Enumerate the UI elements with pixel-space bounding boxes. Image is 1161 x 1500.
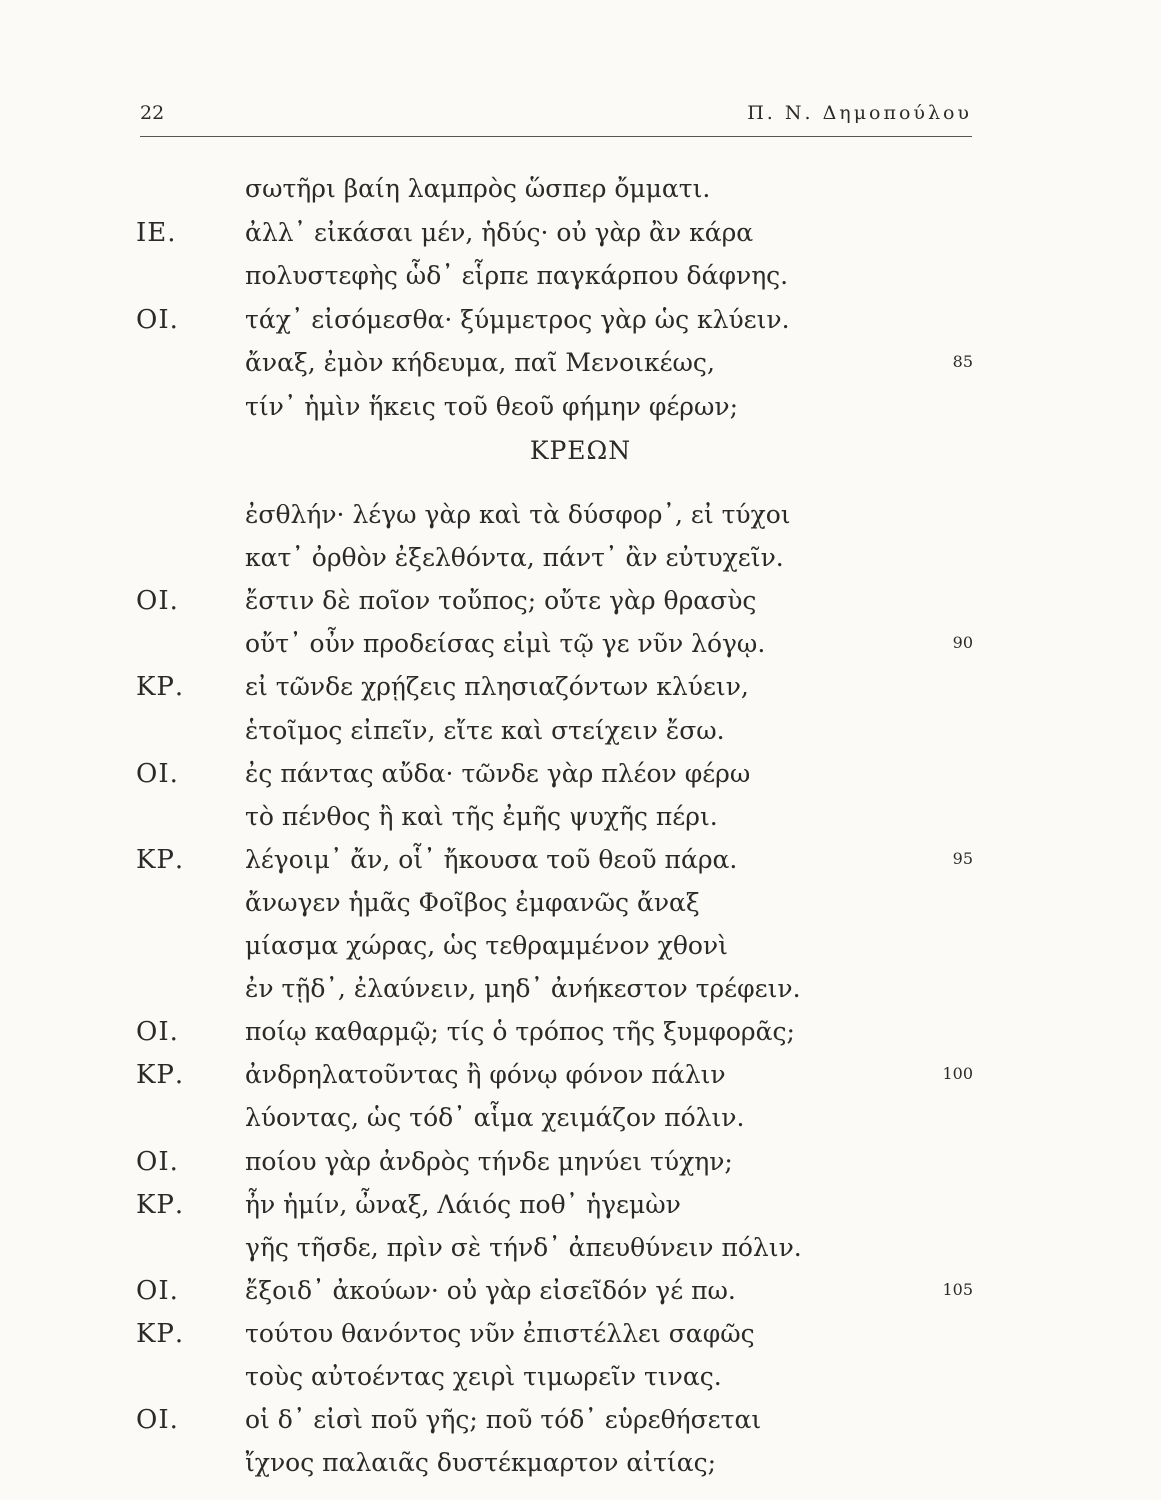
verse-text: πολυστεφὴς ὧδ᾽ εἷρπε παγκάρπου δάφνης. <box>245 261 789 290</box>
speaker-label: ΚΡ. <box>136 844 185 875</box>
verse-text: τούτου θανόντος νῦν ἐπιστέλλει σαφῶς <box>245 1318 755 1348</box>
line-number: 85 <box>952 352 973 371</box>
line-number: 95 <box>952 848 973 868</box>
page-header <box>140 102 972 137</box>
verse-line <box>0 261 1161 301</box>
verse-line <box>0 672 1161 712</box>
verse-text: λύοντας, ὡς τόδ᾽ αἷμα χειμάζον πόλιν. <box>245 1103 745 1133</box>
verse-text: τάχ᾽ εἰσόμεσθα· ξύμμετρος γὰρ ὡς κλύειν. <box>245 304 790 334</box>
verse-line <box>0 543 1161 583</box>
verse-line <box>0 392 1161 432</box>
page-number: 22 <box>140 102 165 124</box>
speaker-label: ΚΡ. <box>136 1060 185 1091</box>
verse-line <box>0 629 1161 669</box>
verse-line <box>0 1448 1161 1488</box>
verse-line <box>0 1190 1161 1230</box>
speaker-label: ΟΙ. <box>136 1405 179 1436</box>
speaker-label: ΚΡ. <box>136 672 185 703</box>
verse-line <box>0 174 1161 214</box>
verse-line <box>0 1233 1161 1273</box>
verse-line <box>0 218 1161 258</box>
verse-line <box>0 1319 1161 1359</box>
verse-text: ἐν τῇδ᾽, ἐλαύνειν, μηδ᾽ ἀνήκεστον τρέφειν. <box>245 974 801 1004</box>
verse-line <box>0 1405 1161 1445</box>
verse-text: μίασμα χώρας, ὡς τεθραμμένον χθονὶ <box>245 931 728 960</box>
verse-text: ἔστιν δὲ ποῖον τοὔπος; οὔτε γὰρ θρασὺς <box>245 586 757 616</box>
verse-text: εἰ τῶνδε χρῄζεις πλησιαζόντων κλύειν, <box>245 672 749 702</box>
speaker-label: ΚΡ. <box>136 1318 185 1349</box>
verse-text: ἦν ἡμίν, ὦναξ, Λάιός ποθ᾽ ἡγεμὼν <box>245 1189 681 1219</box>
verse-line <box>0 716 1161 756</box>
verse-text: τὸ πένθος ἢ καὶ τῆς ἐμῆς ψυχῆς πέρι. <box>245 801 718 831</box>
verse-line <box>0 845 1161 885</box>
verse-text: γῆς τῆσδε, πρὶν σὲ τήνδ᾽ ἀπευθύνειν πόλιν. <box>245 1232 802 1262</box>
verse-text: ἔξοιδ᾽ ἀκούων· οὐ γὰρ εἰσεῖδόν γέ πω. <box>245 1275 736 1305</box>
verse-line <box>0 1017 1161 1057</box>
line-number: 105 <box>942 1279 973 1299</box>
speaker-label: ΙΕ. <box>136 217 177 248</box>
verse-text: ἐσθλήν· λέγω γὰρ καὶ τὰ δύσφορ᾽, εἰ τύχοι <box>245 500 791 529</box>
line-number: 90 <box>952 633 973 653</box>
speaker-label: ΟΙ. <box>136 1146 179 1177</box>
speaker-label: ΟΙ. <box>136 1017 179 1048</box>
verse-line <box>0 1362 1161 1402</box>
running-title: Π. Ν. Δημοπούλου <box>747 102 972 124</box>
verse-line <box>0 1103 1161 1143</box>
verse-text: ἄναξ, ἐμὸν κήδευμα, παῖ Μενοικέως, <box>245 348 715 377</box>
verse-line <box>0 888 1161 928</box>
verse-text: ποίου γὰρ ἀνδρὸς τήνδε μηνύει τύχην; <box>245 1146 733 1176</box>
speaker-label: ΟΙ. <box>136 586 179 617</box>
verse-line <box>0 586 1161 626</box>
verse-text: ἑτοῖμος εἰπεῖν, εἴτε καὶ στείχειν ἔσω. <box>245 715 725 745</box>
speaker-label: ΟΙ. <box>136 1275 179 1306</box>
verse-line <box>0 931 1161 971</box>
verse-text: οἱ δ᾽ εἰσὶ ποῦ γῆς; ποῦ τόδ᾽ εὑρεθήσεται <box>245 1405 762 1435</box>
verse-line <box>0 305 1161 345</box>
verse-text: ἄνωγεν ἡμᾶς Φοῖβος ἐμφανῶς ἄναξ <box>245 887 700 917</box>
verse-text: ἴχνος παλαιᾶς δυστέκμαρτον αἰτίας; <box>245 1448 717 1478</box>
verse-text: ποίῳ καθαρμῷ; τίς ὁ τρόπος τῆς ξυμφορᾶς; <box>245 1017 795 1047</box>
verse-text: λέγοιμ᾽ ἄν, οἷ᾽ ἤκουσα τοῦ θεοῦ πάρα. <box>245 844 738 874</box>
speaker-label: ΟΙ. <box>136 758 179 789</box>
verse-text: τοὺς αὐτοέντας χειρὶ τιμωρεῖν τινας. <box>245 1362 722 1391</box>
verse-line <box>0 1276 1161 1316</box>
verse-text: κατ᾽ ὀρθὸν ἐξελθόντα, πάντ᾽ ἂν εὐτυχεῖν. <box>245 543 784 573</box>
speaker-label: ΚΡ. <box>136 1189 185 1220</box>
speaker-label: ΟΙ. <box>136 304 179 335</box>
verse-text: ἀνδρηλατοῦντας ἢ φόνῳ φόνον πάλιν <box>245 1060 726 1090</box>
verse-line <box>0 974 1161 1014</box>
verse-text: τίν᾽ ἡμὶν ἥκεις τοῦ θεοῦ φήμην φέρων; <box>245 391 738 421</box>
verse-text: οὔτ᾽ οὖν προδείσας εἰμὶ τῷ γε νῦν λόγῳ. <box>245 629 766 659</box>
verse-line <box>0 802 1161 842</box>
verse-line <box>0 1147 1161 1187</box>
verse-line <box>0 759 1161 799</box>
verse-text: ἀλλ᾽ εἰκάσαι μέν, ἡδύς· οὐ γὰρ ἂν κάρα <box>245 217 754 247</box>
verse-text: σωτῆρι βαίη λαμπρὸς ὥσπερ ὄμματι. <box>245 174 711 203</box>
line-number: 100 <box>942 1064 973 1084</box>
verse-line <box>0 500 1161 540</box>
character-heading: ΚΡΕΩΝ <box>529 436 632 465</box>
verse-line <box>0 1060 1161 1100</box>
verse-text: ἐς πάντας αὔδα· τῶνδε γὰρ πλέον φέρω <box>245 758 751 788</box>
verse-line <box>0 348 1161 388</box>
